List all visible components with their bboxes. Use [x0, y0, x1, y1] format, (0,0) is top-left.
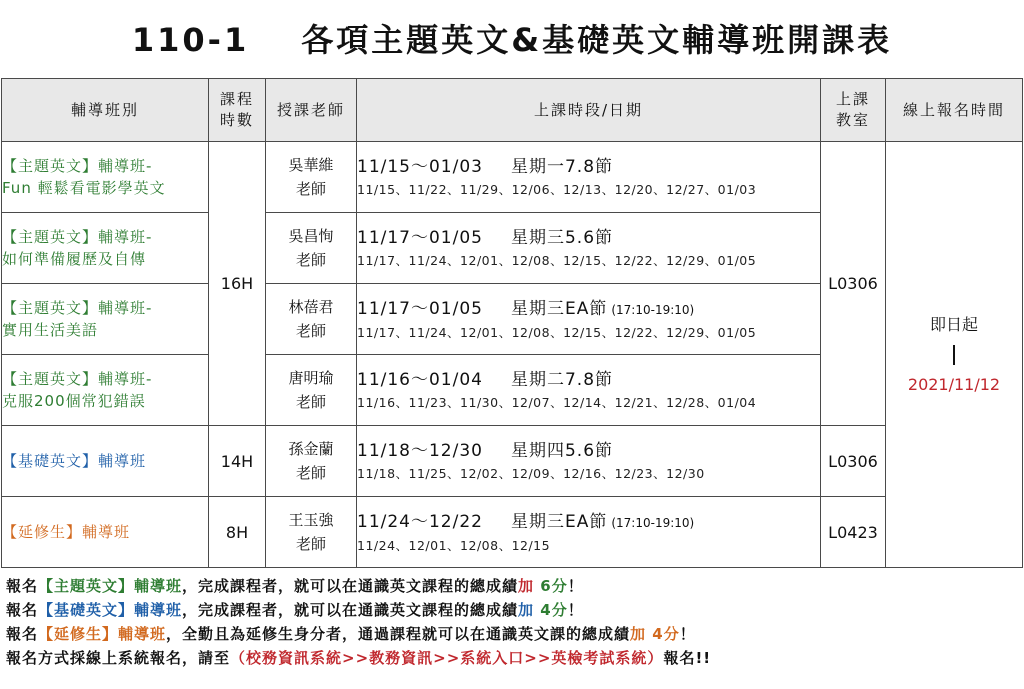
note-line: [6, 598, 1016, 622]
note-prefix: 報名: [6, 601, 39, 619]
class-subtitle: 克服200個常犯錯誤: [2, 392, 146, 410]
teacher-title: 老師: [295, 535, 326, 553]
table-row: [2, 142, 1023, 213]
note-end: ！: [567, 577, 584, 595]
note-bonus-points: 6分: [534, 577, 568, 595]
session-cell: [357, 284, 821, 355]
hours-cell: 8H: [209, 497, 266, 568]
note-text: ，完成課程者，就可以在通識英文課程的總成績: [182, 577, 519, 595]
note-tag: 【主題英文】輔導班: [38, 577, 183, 595]
divider-line: [953, 345, 955, 365]
teacher-cell: [266, 213, 357, 284]
teacher-title: 老師: [295, 393, 326, 411]
class-subtitle: 實用生活美語: [2, 321, 99, 339]
note-tag: 【延修生】輔導班: [38, 625, 167, 643]
note-tag: 【基礎英文】輔導班: [38, 601, 183, 619]
teacher-name: 唐明瑜: [288, 369, 334, 387]
teacher-title: 老師: [295, 180, 326, 198]
register-start: 即日起: [929, 314, 978, 334]
teacher-name: 吳昌恂: [288, 227, 334, 245]
room-cell: L0306: [821, 142, 886, 426]
page-title: [0, 14, 1024, 66]
signup-line: [6, 646, 1016, 670]
session-dates: 11/18、11/25、12/02、12/09、12/16、12/23、12/30: [357, 466, 705, 481]
room-cell: L0423: [821, 497, 886, 568]
class-tail: 輔導班-: [98, 157, 153, 175]
note-prefix: 報名: [6, 625, 39, 643]
session-cell: [357, 355, 821, 426]
session-time-note: (17:10-19:10): [611, 515, 695, 530]
term-code: 110-1: [131, 21, 250, 59]
header-room: [821, 79, 886, 142]
note-bonus-word: 加: [518, 577, 535, 595]
signup-path: （校務資訊系統>>教務資訊>>系統入口>>英檢考試系統）: [230, 649, 664, 667]
note-text: ，全勤且為延修生身分者，通過課程就可以在通識英文課的總成績: [166, 625, 631, 643]
note-prefix: 報名: [6, 577, 39, 595]
teacher-name: 孫金蘭: [288, 440, 334, 458]
teacher-cell: [266, 142, 357, 213]
header-room-line2: 教室: [835, 111, 870, 129]
session-day: 星期四5.6節: [510, 441, 614, 461]
session-range: 11/17～01/05: [357, 228, 483, 248]
room-cell: L0306: [821, 426, 886, 497]
class-tail: 輔導班: [98, 452, 147, 470]
teacher-name: 王玉強: [288, 511, 334, 529]
session-day: 星期一7.8節: [510, 157, 614, 177]
class-tag: 【主題英文】: [2, 299, 99, 317]
header-teacher: 授課老師: [266, 79, 357, 142]
hours-cell: 14H: [209, 426, 266, 497]
session-range: 11/24～12/22: [357, 511, 483, 532]
note-bonus-points: 4分: [534, 601, 568, 619]
session-cell: [357, 142, 821, 213]
session-day: 星期三EA節: [510, 511, 608, 532]
class-tail: 輔導班: [82, 523, 131, 541]
header-register: 線上報名時間: [886, 79, 1023, 142]
session-cell: [357, 213, 821, 284]
note-bonus-points: 4分: [646, 625, 680, 643]
class-tail: 輔導班-: [98, 299, 153, 317]
class-cell: [2, 213, 209, 284]
class-tag: 【主題英文】: [2, 370, 99, 388]
teacher-title: 老師: [295, 464, 326, 482]
note-text: ，完成課程者，就可以在通識英文課程的總成績: [182, 601, 519, 619]
class-tag: 【主題英文】: [2, 157, 99, 175]
session-day: 星期三5.6節: [510, 228, 614, 248]
teacher-cell: [266, 284, 357, 355]
session-dates: 11/17、11/24、12/01、12/08、12/15、12/22、12/29、01/05: [357, 324, 757, 340]
table-row: [2, 426, 1023, 497]
session-range: 11/15～01/03: [357, 157, 483, 177]
note-end: ！: [679, 625, 696, 643]
class-cell: [2, 142, 209, 213]
session-day: 星期二7.8節: [510, 370, 614, 390]
header-hours: [209, 79, 266, 142]
teacher-name: 林蓓君: [288, 298, 334, 316]
header-class: 輔導班別: [2, 79, 209, 142]
session-time-note: (17:10-19:10): [611, 302, 695, 317]
register-date: 2021/11/12: [907, 374, 1001, 394]
teacher-cell: [266, 426, 357, 497]
class-cell: [2, 497, 209, 568]
hours-cell: 16H: [209, 142, 266, 426]
teacher-cell: [266, 355, 357, 426]
header-hours-line1: 課程: [219, 90, 254, 108]
teacher-cell: [266, 497, 357, 568]
header-row: [2, 79, 1023, 142]
class-tag: 【基礎英文】: [2, 452, 99, 470]
note-line: [6, 622, 1016, 646]
note-bonus-word: 加: [518, 601, 535, 619]
table-row: [2, 497, 1023, 568]
class-cell: [2, 355, 209, 426]
session-range: 11/16～01/04: [357, 370, 483, 390]
class-tag: 【主題英文】: [2, 228, 99, 246]
signup-prefix: 報名方式採線上系統報名，請至: [6, 649, 231, 667]
class-subtitle: 如何準備履歷及自傳: [2, 250, 147, 268]
title-text: 各項主題英文&基礎英文輔導班開課表: [301, 21, 893, 59]
session-dates: 11/17、11/24、12/01、12/08、12/15、12/22、12/29、01/05: [357, 253, 757, 268]
session-cell: [357, 497, 821, 568]
session-dates: 11/24、12/01、12/08、12/15: [357, 537, 551, 553]
note-end: ！: [567, 601, 584, 619]
class-subtitle: Fun 輕鬆看電影學英文: [2, 179, 166, 197]
class-tail: 輔導班-: [98, 228, 153, 246]
teacher-title: 老師: [295, 251, 326, 269]
header-session: 上課時段/日期: [357, 79, 821, 142]
class-cell: [2, 426, 209, 497]
class-tail: 輔導班-: [98, 370, 153, 388]
session-cell: [357, 426, 821, 497]
session-range: 11/17～01/05: [357, 298, 483, 319]
notes-section: [6, 574, 1016, 670]
schedule-table: [1, 78, 1023, 568]
session-day: 星期三EA節: [510, 298, 608, 319]
session-dates: 11/15、11/22、11/29、12/06、12/13、12/20、12/27、01/03: [357, 182, 757, 197]
header-room-line1: 上課: [835, 90, 870, 108]
teacher-title: 老師: [295, 322, 326, 340]
session-range: 11/18～12/30: [357, 441, 483, 461]
session-dates: 11/16、11/23、11/30、12/07、12/14、12/21、12/28、01/04: [357, 395, 757, 410]
class-tag: 【延修生】: [2, 523, 83, 541]
register-cell: [886, 142, 1023, 568]
teacher-name: 吳華維: [288, 156, 334, 174]
note-line: [6, 574, 1016, 598]
note-bonus-word: 加: [630, 625, 647, 643]
header-hours-line2: 時數: [219, 111, 254, 129]
signup-end: 報名!!: [663, 649, 712, 667]
class-cell: [2, 284, 209, 355]
